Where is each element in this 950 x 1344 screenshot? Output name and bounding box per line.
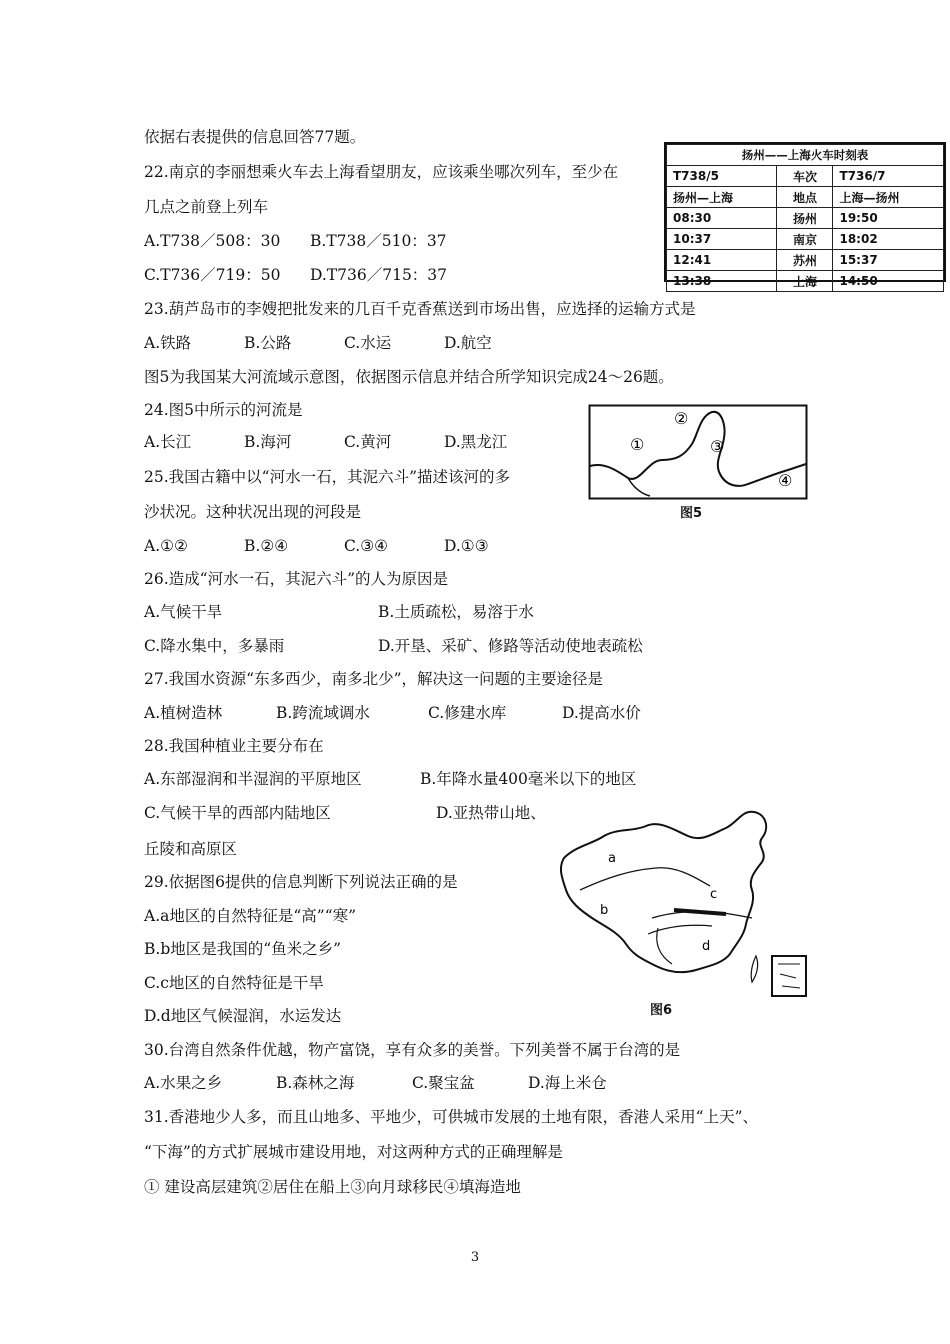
q26-stem: 26.造成“河水一石，其泥六斗”的人为原因是 <box>144 570 448 588</box>
q22-option-a: A.T738／508：30 <box>144 232 281 250</box>
q26-option-a: A.气候干旱 <box>144 603 223 621</box>
q27-option-b: B.跨流域调水 <box>276 704 370 722</box>
q24-option-d: D.黑龙江 <box>444 433 508 451</box>
q28-option-b: B.年降水量400毫米以下的地区 <box>420 770 637 788</box>
timetable-cell: 扬州 <box>777 208 833 229</box>
q24-option-b: B.海河 <box>244 433 292 451</box>
q30-stem: 30.台湾自然条件优越，物产富饶，享有众多的美誉。下列美誉不属于台湾的是 <box>144 1041 681 1059</box>
timetable-cell: T736/7 <box>833 166 944 187</box>
q29-option-b: B.b地区是我国的“鱼米之乡” <box>144 940 342 958</box>
timetable-cell: 车次 <box>777 166 833 187</box>
q28-option-a: A.东部湿润和半湿润的平原地区 <box>144 770 362 788</box>
fig5-label-4: ④ <box>778 471 793 490</box>
intro-fig5-text: 图5为我国某大河流域示意图，依据图示信息并结合所学知识完成24～26题。 <box>144 368 674 386</box>
q28-option-d: D.亚热带山地、 <box>436 804 546 822</box>
q23-option-a: A.铁路 <box>144 334 192 352</box>
q30-option-c: C.聚宝盆 <box>412 1074 475 1092</box>
fig5-label-2: ② <box>674 409 689 428</box>
q22-option-c: C.T736／719：50 <box>144 266 281 284</box>
q28-option-c: C.气候干旱的西部内陆地区 <box>144 804 331 822</box>
timetable-cell: T738/5 <box>667 166 777 187</box>
q28-option-d-cont: 丘陵和高原区 <box>144 840 238 858</box>
train-timetable <box>664 142 946 289</box>
q24-option-a: A.长江 <box>144 433 192 451</box>
q26-option-d: D.开垦、采矿、修路等活动使地表疏松 <box>378 637 643 655</box>
q25-option-b: B.②④ <box>244 537 289 555</box>
timetable-cell: 上海 <box>777 271 833 292</box>
q25-option-a: A.①② <box>144 537 188 555</box>
q31-stem-cont: “下海”的方式扩展城市建设用地，对这两种方式的正确理解是 <box>144 1143 563 1161</box>
q23-option-c: C.水运 <box>344 334 392 352</box>
timetable-cell: 19:50 <box>833 208 944 229</box>
q22-stem-cont: 几点之前登上列车 <box>144 198 269 216</box>
q31-stem: 31.香港地少人多，而且山地多、平地少，可供城市发展的土地有限，香港人采用“上天”、 <box>144 1108 759 1126</box>
figure-6-caption: 图6 <box>650 1003 673 1018</box>
q23-option-b: B.公路 <box>244 334 292 352</box>
q22-stem: 22.南京的李丽想乘火车去上海看望朋友，应该乘坐哪次列车，至少在 <box>144 163 619 181</box>
fig5-label-3: ③ <box>710 437 725 456</box>
q23-option-d: D.航空 <box>444 334 492 352</box>
q22-option-b: B.T738／510：37 <box>310 232 447 250</box>
figure-5-caption: 图5 <box>680 506 703 521</box>
fig6-label-c: c <box>710 887 718 902</box>
timetable-cell: 15:37 <box>833 250 944 271</box>
fig6-label-a: a <box>608 851 616 866</box>
q30-option-a: A.水果之乡 <box>144 1074 223 1092</box>
q27-option-d: D.提高水价 <box>562 704 641 722</box>
q23-stem: 23.葫芦岛市的李嫂把批发来的几百千克香蕉送到市场出售，应选择的运输方式是 <box>144 300 696 318</box>
intro-table-text: 依据右表提供的信息回答77题。 <box>144 128 366 146</box>
figure-6-china-map <box>556 806 812 1002</box>
timetable-cell: 上海—扬州 <box>833 187 944 208</box>
q29-option-d: D.d地区气候湿润，水运发达 <box>144 1007 342 1025</box>
timetable-cell: 苏州 <box>777 250 833 271</box>
timetable-cell: 12:41 <box>667 250 777 271</box>
figure-5-river-map <box>588 404 808 500</box>
q24-option-c: C.黄河 <box>344 433 392 451</box>
timetable-cell: 14:50 <box>833 271 944 292</box>
q29-option-a: A.a地区的自然特征是“高”“寒” <box>144 907 357 925</box>
fig5-label-1: ① <box>630 435 645 454</box>
q27-option-a: A.植树造林 <box>144 704 223 722</box>
q31-options: ① 建设高层建筑②居住在船上③向月球移民④填海造地 <box>144 1178 521 1196</box>
q27-option-c: C.修建水库 <box>428 704 507 722</box>
timetable-cell: 地点 <box>777 187 833 208</box>
timetable-title: 扬州——上海火车时刻表 <box>667 145 944 166</box>
q28-stem: 28.我国种植业主要分布在 <box>144 737 324 755</box>
q30-option-d: D.海上米仓 <box>528 1074 607 1092</box>
q26-option-c: C.降水集中，多暴雨 <box>144 637 285 655</box>
fig6-label-d: d <box>702 939 711 954</box>
timetable-cell: 13:38 <box>667 271 777 292</box>
q25-stem-cont: 沙状况。这种状况出现的河段是 <box>144 503 362 521</box>
q25-option-d: D.①③ <box>444 537 489 555</box>
timetable-cell: 扬州—上海 <box>667 187 777 208</box>
timetable-cell: 18:02 <box>833 229 944 250</box>
q25-stem: 25.我国古籍中以“河水一石，其泥六斗”描述该河的多 <box>144 468 510 486</box>
timetable-cell: 08:30 <box>667 208 777 229</box>
q25-option-c: C.③④ <box>344 537 389 555</box>
q29-option-c: C.c地区的自然特征是干旱 <box>144 974 324 992</box>
page-number: 3 <box>470 1250 480 1265</box>
q24-stem: 24.图5中所示的河流是 <box>144 401 303 419</box>
q30-option-b: B.森林之海 <box>276 1074 355 1092</box>
q22-option-d: D.T736／715：37 <box>310 266 448 284</box>
q27-stem: 27.我国水资源“东多西少，南多北少”，解决这一问题的主要途径是 <box>144 670 604 688</box>
fig6-label-b: b <box>600 903 609 918</box>
timetable-cell: 10:37 <box>667 229 777 250</box>
timetable-cell: 南京 <box>777 229 833 250</box>
q26-option-b: B.土质疏松，易溶于水 <box>378 603 534 621</box>
q29-stem: 29.依据图6提供的信息判断下列说法正确的是 <box>144 873 458 891</box>
